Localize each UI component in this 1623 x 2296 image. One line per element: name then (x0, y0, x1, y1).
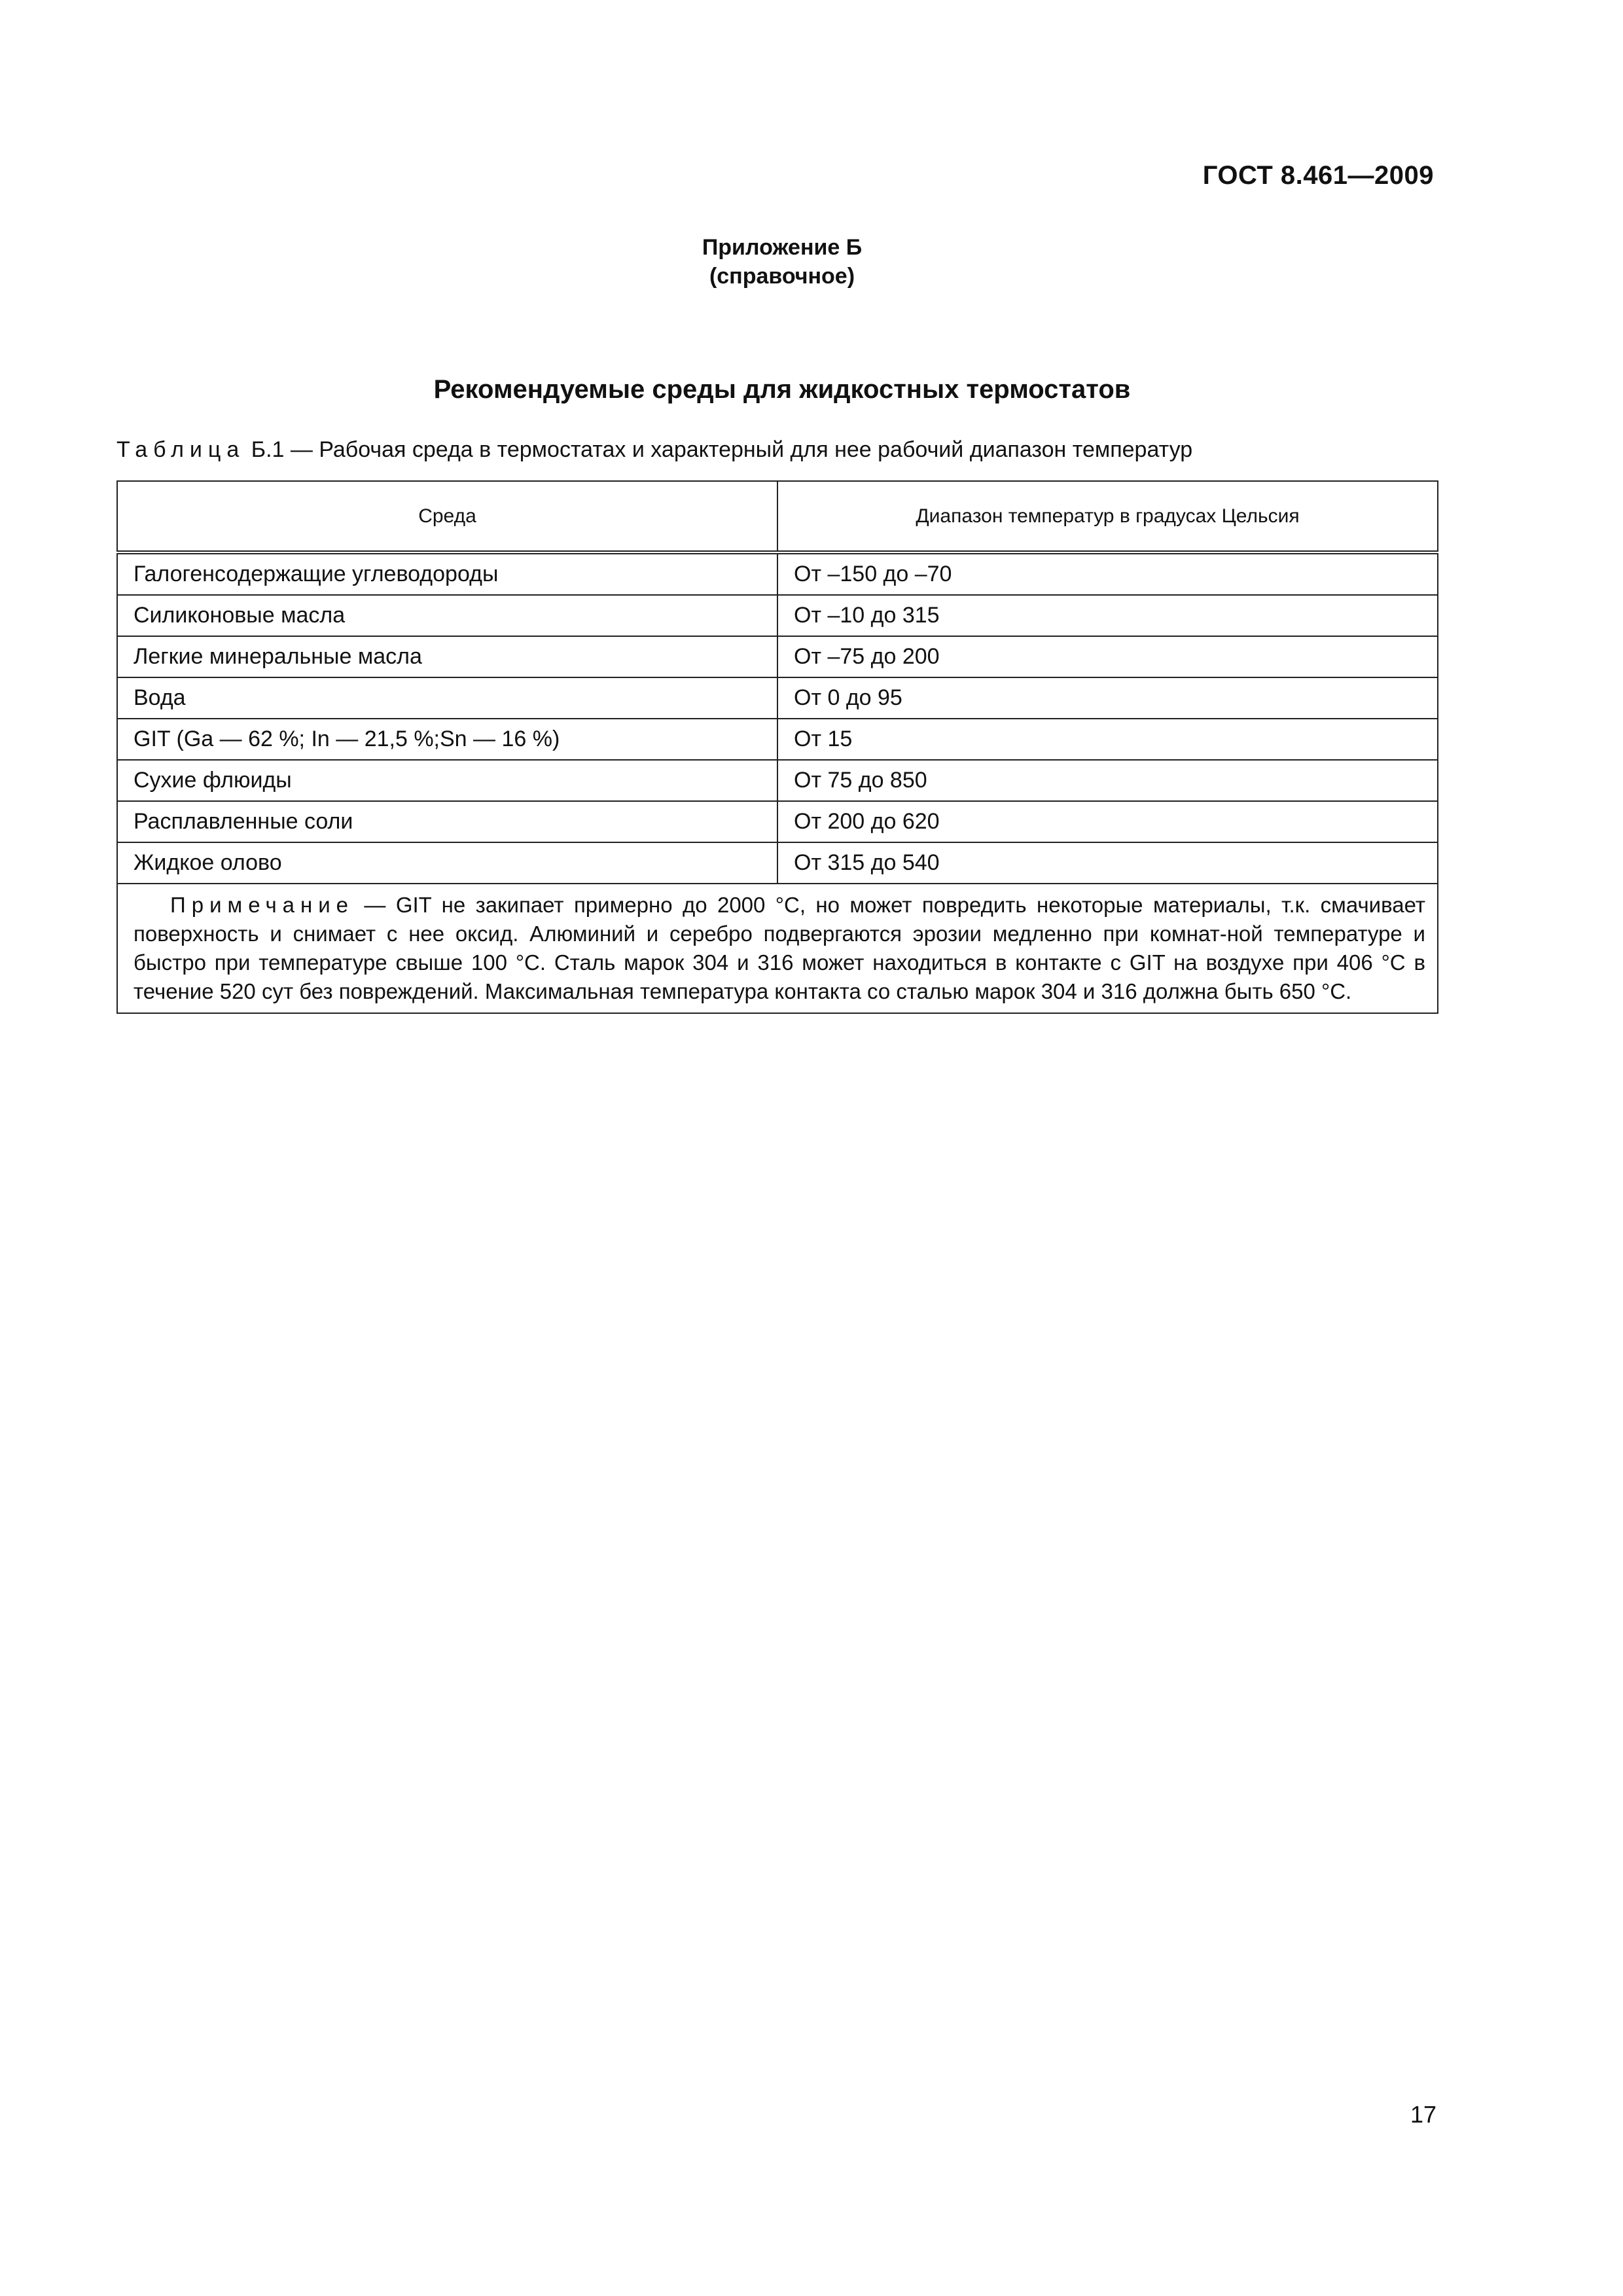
cell-range: От 75 до 850 (777, 760, 1438, 801)
cell-medium: Силиконовые масла (117, 595, 777, 636)
cell-range: От 200 до 620 (777, 801, 1438, 842)
table-row (117, 677, 1438, 719)
cell-medium: GIT (Ga — 62 %; In — 21,5 %;Sn — 16 %) (117, 719, 777, 760)
column-header-medium: Среда (117, 481, 777, 552)
page-number: 17 (1410, 2101, 1436, 2128)
cell-medium: Расплавленные соли (117, 801, 777, 842)
table-header-row (117, 481, 1438, 552)
appendix-title: Приложение Б (702, 235, 863, 260)
table-note (117, 884, 1438, 1013)
table-caption-label: Таблица (116, 437, 245, 462)
cell-range: От –150 до –70 (777, 552, 1438, 595)
cell-range: От –10 до 315 (777, 595, 1438, 636)
table-container (116, 480, 1437, 1014)
table-row (117, 636, 1438, 677)
cell-medium: Галогенсодержащие углеводороды (117, 552, 777, 595)
table-caption (116, 437, 1192, 463)
cell-medium: Жидкое олово (117, 842, 777, 884)
appendix-heading (0, 233, 1564, 291)
cell-range: От –75 до 200 (777, 636, 1438, 677)
media-temperature-table (116, 480, 1438, 1014)
table-row (117, 595, 1438, 636)
cell-range: От 315 до 540 (777, 842, 1438, 884)
table-note-row (117, 884, 1438, 1013)
document-code: ГОСТ 8.461—2009 (1202, 161, 1434, 190)
cell-medium: Вода (117, 677, 777, 719)
note-label: Примечание (170, 893, 355, 917)
table-caption-text: Б.1 — Рабочая среда в термостатах и характерный для нее рабочий диапазон температур (245, 437, 1193, 462)
appendix-subtitle: (справочное) (709, 264, 855, 289)
cell-range: От 15 (777, 719, 1438, 760)
table-row (117, 719, 1438, 760)
cell-medium: Сухие флюиды (117, 760, 777, 801)
note-text: — GIT не закипает примерно до 2000 °С, но может повредить некоторые материалы, т.к. смачивает поверхность и снимает с нее оксид. Алюминий и серебро подвергаются эрозии медленно при комнат-ной температуре и быстро при температуре свыше 100 °С. Сталь марок 304 и 316 может находиться в контакте с GIT на воздухе при 406 °С в течение 520 сут без повреждений. Максимальная температура контакта со сталью марок 304 и 316 должна быть 650 °С. (134, 893, 1425, 1003)
cell-medium: Легкие минеральные масла (117, 636, 777, 677)
table-row (117, 552, 1438, 595)
table-row (117, 801, 1438, 842)
table-row (117, 842, 1438, 884)
column-header-temperature-range: Диапазон температур в градусах Цельсия (777, 481, 1438, 552)
cell-range: От 0 до 95 (777, 677, 1438, 719)
table-row (117, 760, 1438, 801)
section-title: Рекомендуемые среды для жидкостных термостатов (433, 375, 1131, 404)
